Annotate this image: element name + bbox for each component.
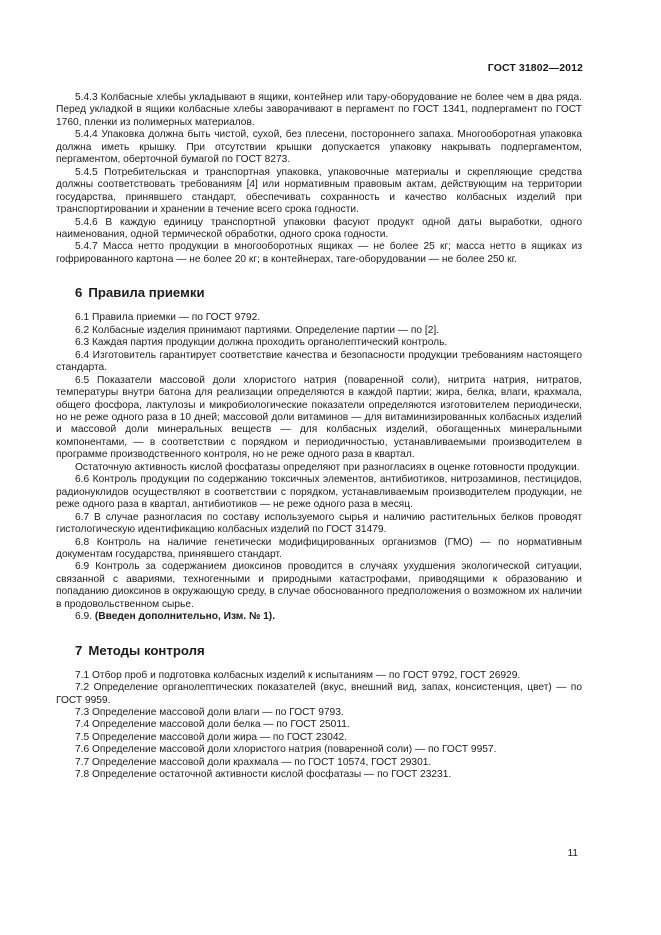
clause-7-8: 7.8 Определение остаточной активности кислой фосфатазы — по ГОСТ 23231. (75, 769, 452, 781)
clause-6-1: 6.1 Правила приемки — по ГОСТ 9792. (75, 312, 261, 324)
document-code-header: ГОСТ 31802—2012 (487, 62, 583, 74)
document-body (56, 92, 582, 782)
clause-5-4-6: 5.4.6 В каждую единицу транспортной упаковки фасуют продукт одной даты выработки, одного наименования, одной термической обработки, одного срока годности. (56, 216, 582, 240)
clause-7-5: 7.5 Определение массовой доли жира — по ГОСТ 23042. (75, 731, 348, 743)
clause-6-2: 6.2 Колбасные изделия принимают партиями. Определение партии — по [2]. (75, 324, 440, 336)
clause-7-7: 7.7 Определение массовой доли крахмала — по ГОСТ 10574, ГОСТ 29301. (75, 756, 432, 768)
clause-7-1: 7.1 Отбор проб и подготовка колбасных изделий к испытаниям — по ГОСТ 9792, ГОСТ 26929. (75, 669, 521, 681)
clause-7-3: 7.3 Определение массовой доли влаги — по ГОСТ 9793. (75, 707, 344, 719)
clause-6-5-note: Остаточную активность кислой фосфатазы определяют при разногласиях в оценке готовности продукции. (75, 461, 580, 473)
clause-5-4-7: 5.4.7 Масса нетто продукции в многооборотных ящиках — не более 25 кг; масса нетто в ящиках из гофрированного картона — не более 20 кг; в контейнерах, тare-оборудовании — не более 250 кг. (56, 241, 582, 265)
clause-6-9: 6.9 Контроль за содержанием диоксинов проводится в случаях ухудшения экологической ситуации, связанной с авариями, техногенными и природными катастрофами, приводящими к образованию и попаданию диоксинов в окружающую среду, в случае обоснованного предположения о возможном их наличии в продовольственном сырье. (56, 561, 582, 610)
clause-6-5: 6.5 Показатели массовой доли хлористого натрия (поваренной соли), нитрита натрия, нитратов, температуры внутри батона для реализации определяются в каждой партии; жира, белка, влаги, крахмала, общего фосфора, лактулозы и микробиологические показатели определяются изготовителем периодически, но не реже одного раза в 10 дней; массовой доли витаминов — для витаминизированных колбасных изделий и массовой доли минеральных веществ — для колбасных изделий, обогащенных минеральными компонентами, — в соответствии с порядком и периодичностью, устанавливаемыми производителем в программе производственного контроля, но не реже одного раза в квартал. (56, 374, 582, 461)
section-7-title: Методы контроля (88, 642, 205, 658)
clause-5-4-4: 5.4.4 Упаковка должна быть чистой, сухой, без плесени, постороннего запаха. Многооборотная упаковка должна иметь крышку. При отсутствии крышки допускается упаковку накрывать подпергаментом, пергаментом, оберточной бумагой по ГОСТ 8273. (56, 129, 582, 166)
section-7-number: 7 (75, 642, 83, 658)
section-7-heading (75, 643, 582, 658)
clause-6-8: 6.8 Контроль на наличие генетически модифицированных организмов (ГМО) — по нормативным документам государства, принявшего стандарт. (56, 536, 582, 560)
clause-5-4-5: 5.4.5 Потребительская и транспортная упаковка, упаковочные материалы и скрепляющие средства должны соответствовать требованиям [4] или нормативным правовым актам, действующим на территории государства, принявшего стандарт, обеспечивать сохранность и качество колбасных изделий при транспортировании и хранении в течение всего срока годности. (56, 166, 582, 216)
amendment-text: (Введен дополнительно, Изм. № 1). (94, 611, 276, 623)
clause-7-6: 7.6 Определение массовой доли хлористого натрия (поваренной соли) — по ГОСТ 9957. (75, 744, 497, 756)
clause-7-2: 7.2 Определение органолептических показателей (вкус, внешний вид, запах, консистенция, цвет) — по ГОСТ 9959. (56, 682, 582, 706)
amendment-prefix: 6.9. (75, 611, 92, 623)
clause-6-7: 6.7 В случае разногласия по составу используемого сырья и наличию растительных белков проводят гистологическую идентификацию колбасных изделий по ГОСТ 31479. (56, 511, 582, 536)
amendment-note (56, 611, 582, 623)
clause-6-6: 6.6 Контроль продукции по содержанию токсичных элементов, антибиотиков, нитрозаминов, пестицидов, радионуклидов осуществляют в соответствии с порядком, устанавливаемым производителем продукции, не реже одного раза в квартал, антибиотиков — не реже одного раза в месяц. (56, 474, 582, 511)
clause-5-4-3: 5.4.3 Колбасные хлебы укладывают в ящики, контейнер или тару-оборудование не более чем в два ряда. Перед укладкой в ящики колбасные хлебы заворачивают в пергамент по ГОСТ 1341, подпергамент по ГОСТ 1760, пленки из полимерных материалов. (56, 92, 582, 128)
clause-6-3: 6.3 Каждая партия продукции должна проходить органолептический контроль. (75, 337, 448, 349)
clause-6-4: 6.4 Изготовитель гарантирует соответствие качества и безопасности продукции требованиям настоящего стандарта. (56, 349, 582, 374)
section-6-heading (75, 285, 582, 300)
page-number: 11 (567, 848, 578, 859)
section-6-title: Правила приемки (88, 285, 205, 301)
clause-7-4: 7.4 Определение массовой доли белка — по ГОСТ 25011. (75, 719, 350, 731)
section-6-number: 6 (75, 285, 83, 301)
